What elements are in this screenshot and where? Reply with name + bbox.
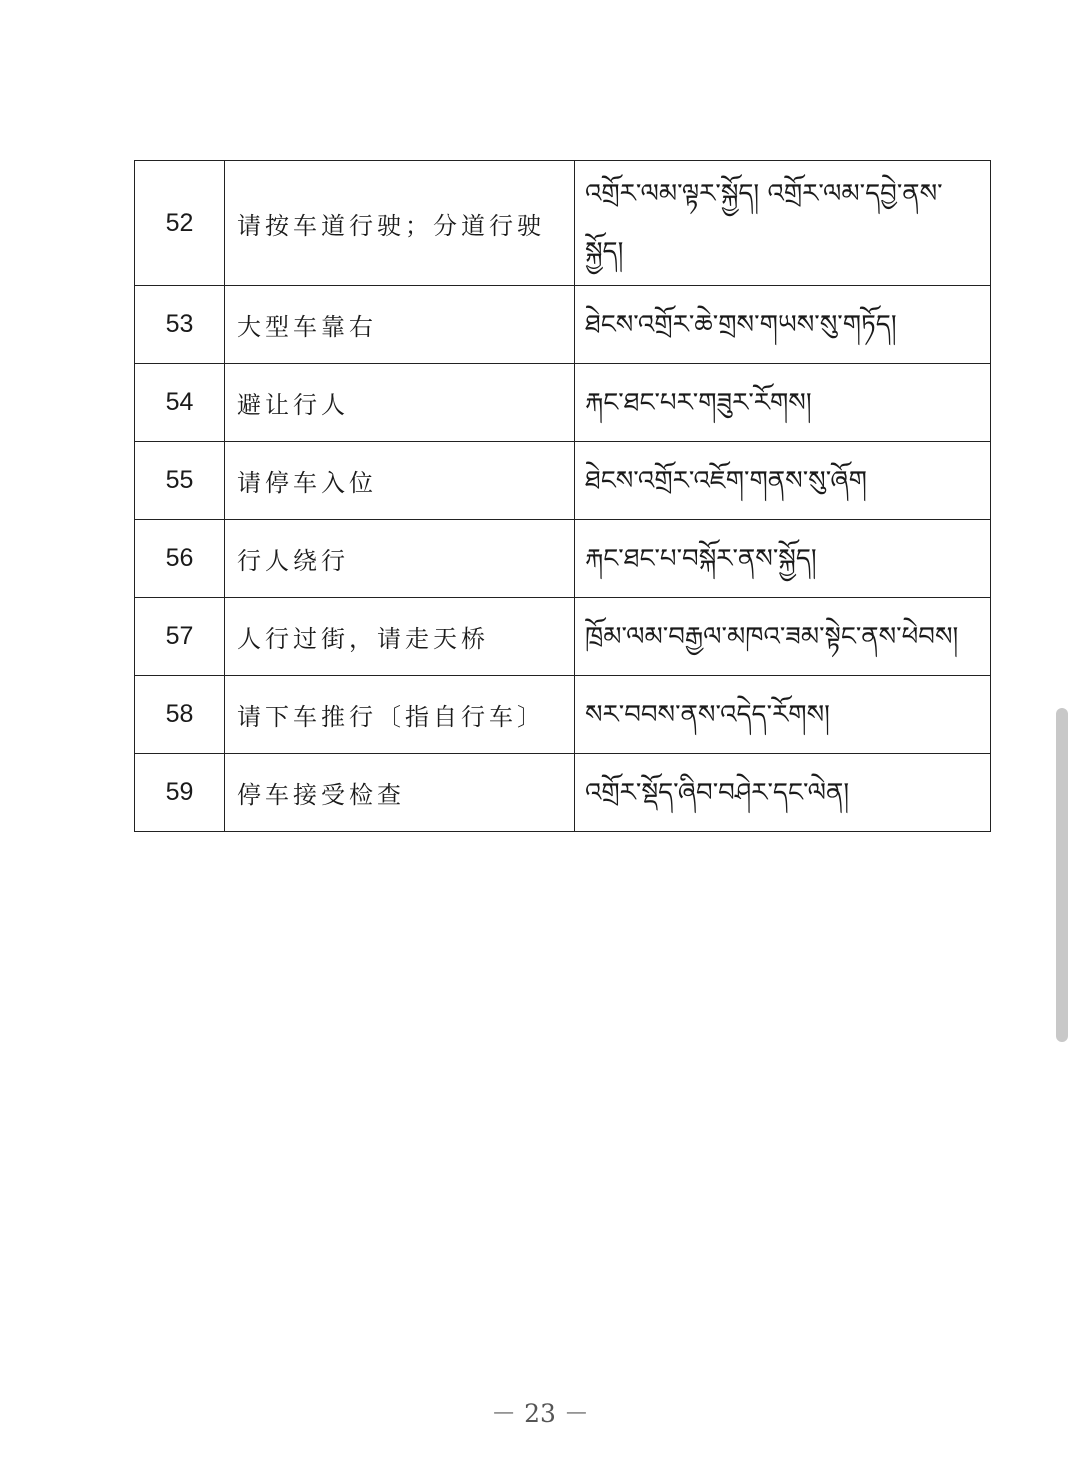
table-row: [135, 442, 991, 520]
row-number: 56: [135, 520, 225, 598]
row-number: 59: [135, 754, 225, 832]
vertical-scrollbar[interactable]: [1056, 708, 1068, 1042]
table-row: [135, 161, 991, 286]
tibetan-term: སར་བབས་ནས་འདེད་རོགས།: [575, 676, 991, 754]
row-number: 52: [135, 161, 225, 286]
chinese-term: 停车接受检查: [225, 754, 575, 832]
table-row: [135, 520, 991, 598]
tibetan-term: རྐང་ཐང་པ་བསྐོར་ནས་སྐྱོད།: [575, 520, 991, 598]
row-number: 58: [135, 676, 225, 754]
tibetan-term: ཐེངས་འགྲོར་འཇོག་གནས་སུ་ཞོག: [575, 442, 991, 520]
table-row: [135, 598, 991, 676]
tibetan-term: འགྲོར་སྡོད་ཞིབ་བཤེར་དང་ལེན།: [575, 754, 991, 832]
chinese-term: 避让行人: [225, 364, 575, 442]
tibetan-term: འགྲོར་ལམ་ལྟར་སྐྱོད། འགྲོར་ལམ་དབྱེ་ནས་སྐྱོད།: [575, 161, 991, 286]
tibetan-term: ཐེངས་འགྲོར་ཆེ་གྲས་གཡས་སུ་གཏོད།: [575, 286, 991, 364]
chinese-term: 请按车道行驶；分道行驶: [225, 161, 575, 286]
row-number: 53: [135, 286, 225, 364]
row-number: 55: [135, 442, 225, 520]
chinese-term: 人行过街，请走天桥: [225, 598, 575, 676]
chinese-term: 请停车入位: [225, 442, 575, 520]
table-row: [135, 364, 991, 442]
chinese-term: 请下车推行〔指自行车〕: [225, 676, 575, 754]
chinese-term: 行人绕行: [225, 520, 575, 598]
row-number: 57: [135, 598, 225, 676]
table-row: [135, 754, 991, 832]
tibetan-term: ཁྲོམ་ལམ་བརྒྱལ་མཁའ་ཟམ་སྟེང་ནས་ཕེབས།: [575, 598, 991, 676]
page-number: － 23 －: [491, 1399, 589, 1428]
terminology-table: [134, 160, 991, 832]
table-row: [135, 286, 991, 364]
chinese-term: 大型车靠右: [225, 286, 575, 364]
row-number: 54: [135, 364, 225, 442]
table-row: [135, 676, 991, 754]
tibetan-term: རྐང་ཐང་པར་གཟུར་རོགས།: [575, 364, 991, 442]
